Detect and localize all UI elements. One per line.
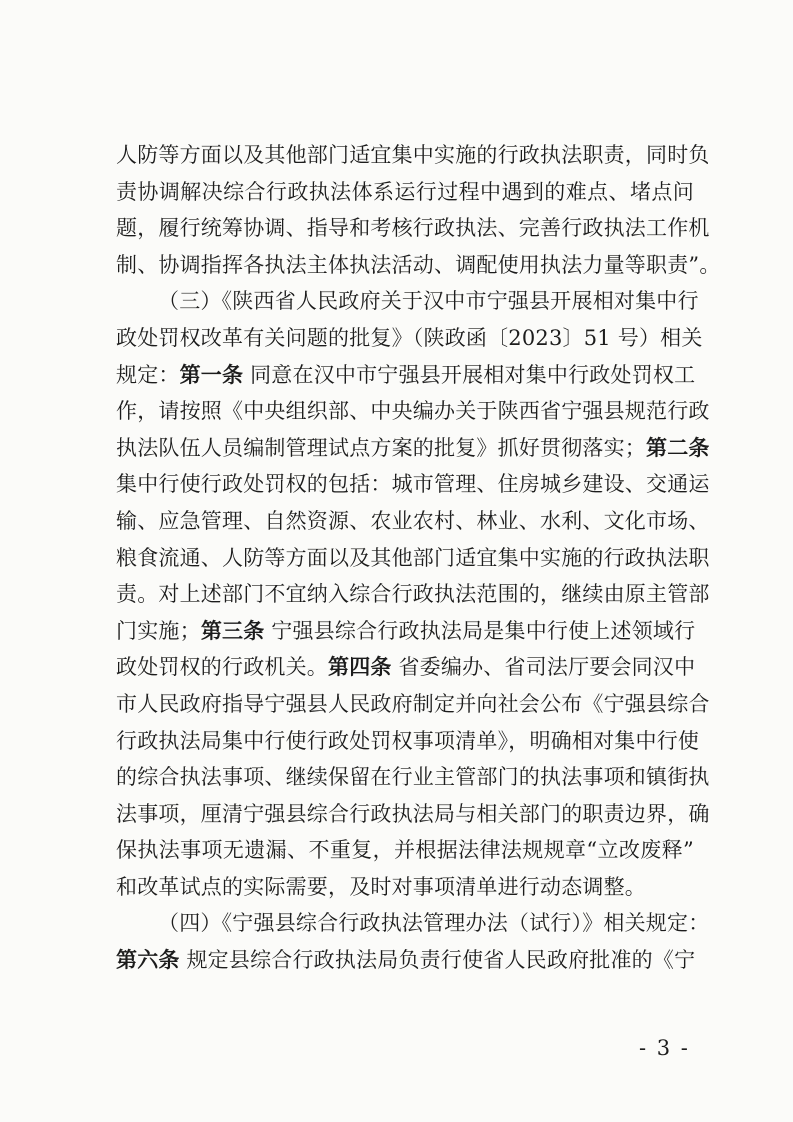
text-line — [116, 576, 710, 613]
article-heading: 第四条 — [328, 655, 392, 680]
text-line — [116, 210, 710, 247]
text-segment: （四）《宁强县综合行政执法管理办法（试行）》相关规定： — [158, 911, 710, 936]
text-segment: 制、协调指挥各执法主体执法活动、调配使用执法力量等职责”。 — [116, 252, 721, 277]
text-segment: 规定： — [116, 362, 180, 387]
text-line — [116, 832, 694, 869]
text-segment: 规定县综合行政执法局负责行使省人民政府批准的《宁 — [179, 948, 696, 973]
document-body — [116, 137, 721, 979]
paragraph — [116, 137, 721, 283]
text-segment: 政处罚权的行政机关。 — [116, 655, 328, 680]
text-segment: 保执法事项无遗漏、不重复，并根据法律法规规章“立改废释” — [116, 838, 694, 863]
text-line — [116, 466, 710, 503]
text-line — [116, 759, 710, 796]
text-segment: 责。对上述部门不宜纳入综合行政执法范围的，继续由原主管部 — [116, 582, 710, 607]
text-segment: 省委编办、省司法厅要会同汉中 — [391, 655, 696, 680]
text-segment: 作，请按照《中央组织部、中央编办关于陕西省宁强县规范行政 — [116, 399, 710, 424]
text-line — [116, 430, 710, 467]
text-line — [116, 869, 694, 906]
article-heading: 第六条 — [116, 948, 180, 973]
text-segment: 市人民政府指导宁强县人民政府制定并向社会公布《宁强县综合 — [116, 691, 710, 716]
text-line — [116, 174, 694, 211]
paragraph — [116, 905, 710, 978]
text-segment: 输、应急管理、自然资源、农业农村、林业、水利、文化市场、 — [116, 508, 710, 533]
text-segment: （三）《陕西省人民政府关于汉中市宁强县开展相对集中行 — [158, 289, 699, 314]
text-line — [116, 942, 694, 979]
text-segment: 的综合执法事项、继续保留在行业主管部门的执法事项和镇街执 — [116, 765, 710, 790]
text-line — [116, 357, 694, 394]
text-line — [116, 613, 694, 650]
text-line — [116, 283, 699, 320]
page-number: - 3 - — [639, 1036, 690, 1060]
text-segment: 同意在汉中市宁强县开展相对集中行政处罚权工 — [243, 362, 696, 387]
article-heading: 第三条 — [200, 618, 265, 643]
text-line — [116, 540, 710, 577]
text-segment: 宁强县综合行政执法局是集中行使上述领域行 — [264, 618, 696, 643]
text-line — [116, 905, 710, 942]
text-line — [116, 137, 710, 174]
text-line — [116, 503, 710, 540]
paragraph — [116, 283, 710, 905]
text-segment: 行政执法局集中行使行政处罚权事项清单》，明确相对集中行使 — [116, 728, 700, 753]
text-segment: 人防等方面以及其他部门适宜集中实施的行政执法职责，同时负 — [116, 143, 710, 167]
text-segment: 责协调解决综合行政执法体系运行过程中遇到的难点、堵点问 — [116, 179, 694, 204]
text-line — [116, 686, 710, 723]
text-segment: 题，履行统筹协调、指导和考核行政执法、完善行政执法工作机 — [116, 216, 710, 241]
text-segment: 政处罚权改革有关问题的批复》（陕政函〔2023〕51 号）相关 — [116, 325, 703, 350]
text-line — [116, 796, 710, 833]
text-segment: 粮食流通、人防等方面以及其他部门适宜集中实施的行政执法职 — [116, 545, 710, 570]
text-segment: 法事项，厘清宁强县综合行政执法局与相关部门的职责边界，确 — [116, 801, 710, 826]
article-heading: 第一条 — [179, 362, 244, 387]
text-segment: 集中行使行政处罚权的包括：城市管理、住房城乡建设、交通运 — [116, 472, 710, 497]
article-heading: 第二条 — [646, 435, 710, 460]
text-line — [116, 393, 710, 430]
text-line — [116, 723, 700, 760]
text-line — [116, 247, 721, 284]
text-line — [116, 649, 694, 686]
text-segment: 和改革试点的实际需要，及时对事项清单进行动态调整。 — [116, 874, 646, 899]
text-segment: 门实施； — [116, 618, 201, 643]
text-segment: 执法队伍人员编制管理试点方案的批复》抓好贯彻落实； — [116, 435, 646, 460]
text-line — [116, 320, 703, 357]
